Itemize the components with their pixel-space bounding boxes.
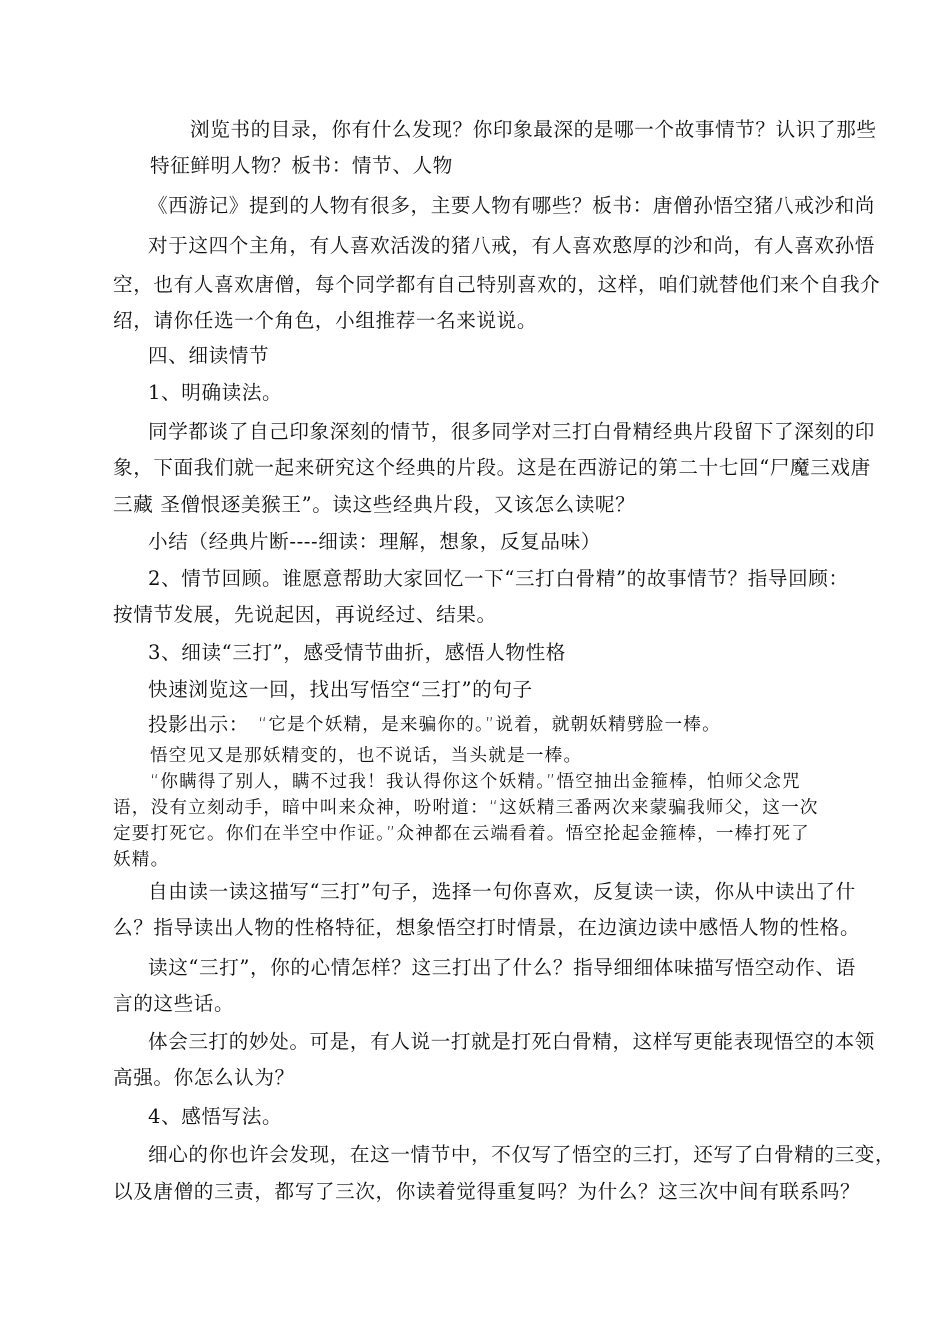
quote-line: 妖精。 xyxy=(113,850,170,870)
quote-line: 语，没有立刻动手，暗中叫来众神，吩咐道：“这妖精三番两次来蒙骗我师父，这一次 xyxy=(113,798,819,818)
paragraph-line: 快速浏览这一回，找出写悟空“三打”的句子 xyxy=(148,678,533,701)
paragraph-line: 言的这些话。 xyxy=(113,992,235,1015)
paragraph-line: 三藏 圣僧恨逐美猴王”。读这些经典片段，又该怎么读呢？ xyxy=(113,493,636,516)
projection-label: 投影出示： xyxy=(148,713,249,736)
subsection-heading: 3、细读“三打”，感受情节曲折，感悟人物性格 xyxy=(148,641,566,664)
paragraph-line: 按情节发展，先说起因，再说经过、结果。 xyxy=(113,603,497,626)
paragraph-line: 绍，请你任选一个角色，小组推荐一名来说说。 xyxy=(113,309,538,332)
paragraph-line: 象，下面我们就一起来研究这个经典的片段。这是在西游记的第二十七回“尸魔三戏唐 xyxy=(113,456,871,479)
paragraph-line: 读这“三打”，你的心情怎样？这三打出了什么？指导细细体味描写悟空动作、语 xyxy=(148,956,856,979)
paragraph-line: 对于这四个主角，有人喜欢活泼的猪八戒，有人喜欢憨厚的沙和尚，有人喜欢孙悟 xyxy=(148,234,875,257)
paragraph-line: 以及唐僧的三责，都写了三次，你读着觉得重复吗？为什么？这三次中间有联系吗？ xyxy=(113,1180,861,1203)
subsection-heading: 4、感悟写法。 xyxy=(148,1105,283,1128)
quote-line: “你瞒得了别人，瞒不过我！我认得你这个妖精。”悟空抽出金箍棒，怕师父念咒 xyxy=(150,772,801,792)
paragraph-line: 浏览书的目录，你有什么发现？你印象最深的是哪一个故事情节？认识了那些 xyxy=(190,118,877,141)
paragraph-line: 《西游记》提到的人物有很多，主要人物有哪些？板书：唐僧孙悟空猪八戒沙和尚 xyxy=(148,194,875,217)
paragraph-line: 体会三打的妙处。可是，有人说一打就是打死白骨精，这样写更能表现悟空的本领 xyxy=(148,1030,875,1053)
subsection-heading: 2、情节回顾。谁愿意帮助大家回忆一下“三打白骨精”的故事情节？指导回顾： xyxy=(148,567,849,590)
paragraph-line: 同学都谈了自己印象深刻的情节，很多同学对三打白骨精经典片段留下了深刻的印 xyxy=(148,420,875,443)
subsection-heading: 1、明确读法。 xyxy=(148,381,283,404)
paragraph-line: 细心的你也许会发现，在这一情节中，不仅写了悟空的三打，还写了白骨精的三变， xyxy=(148,1143,896,1166)
quote-line: 悟空见又是那妖精变的，也不说话，当头就是一棒。 xyxy=(150,746,583,766)
section-heading: 四、细读情节 xyxy=(148,344,270,367)
quote-line: “它是个妖精，是来骗你的。”说着，就朝妖精劈脸一棒。 xyxy=(258,715,721,735)
paragraph-line: 么？指导读出人物的性格特征，想象悟空打时情景，在边演边读中感悟人物的性格。 xyxy=(113,916,861,939)
paragraph-line: 高强。你怎么认为？ xyxy=(113,1066,295,1089)
paragraph-line: 小结（经典片断----细读：理解，想象，反复品味） xyxy=(148,530,601,553)
quote-line: 定要打死它。你们在半空中作证。”众神都在云端看着。悟空抡起金箍棒，一棒打死了 xyxy=(113,824,810,844)
paragraph-line: 自由读一读这描写“三打”句子，选择一句你喜欢，反复读一读，你从中读出了什 xyxy=(148,880,856,903)
paragraph-line: 特征鲜明人物？板书：情节、人物 xyxy=(150,154,453,177)
paragraph-line: 空，也有人喜欢唐僧，每个同学都有自己特别喜欢的，这样，咱们就替他们来个自我介 xyxy=(113,273,881,296)
